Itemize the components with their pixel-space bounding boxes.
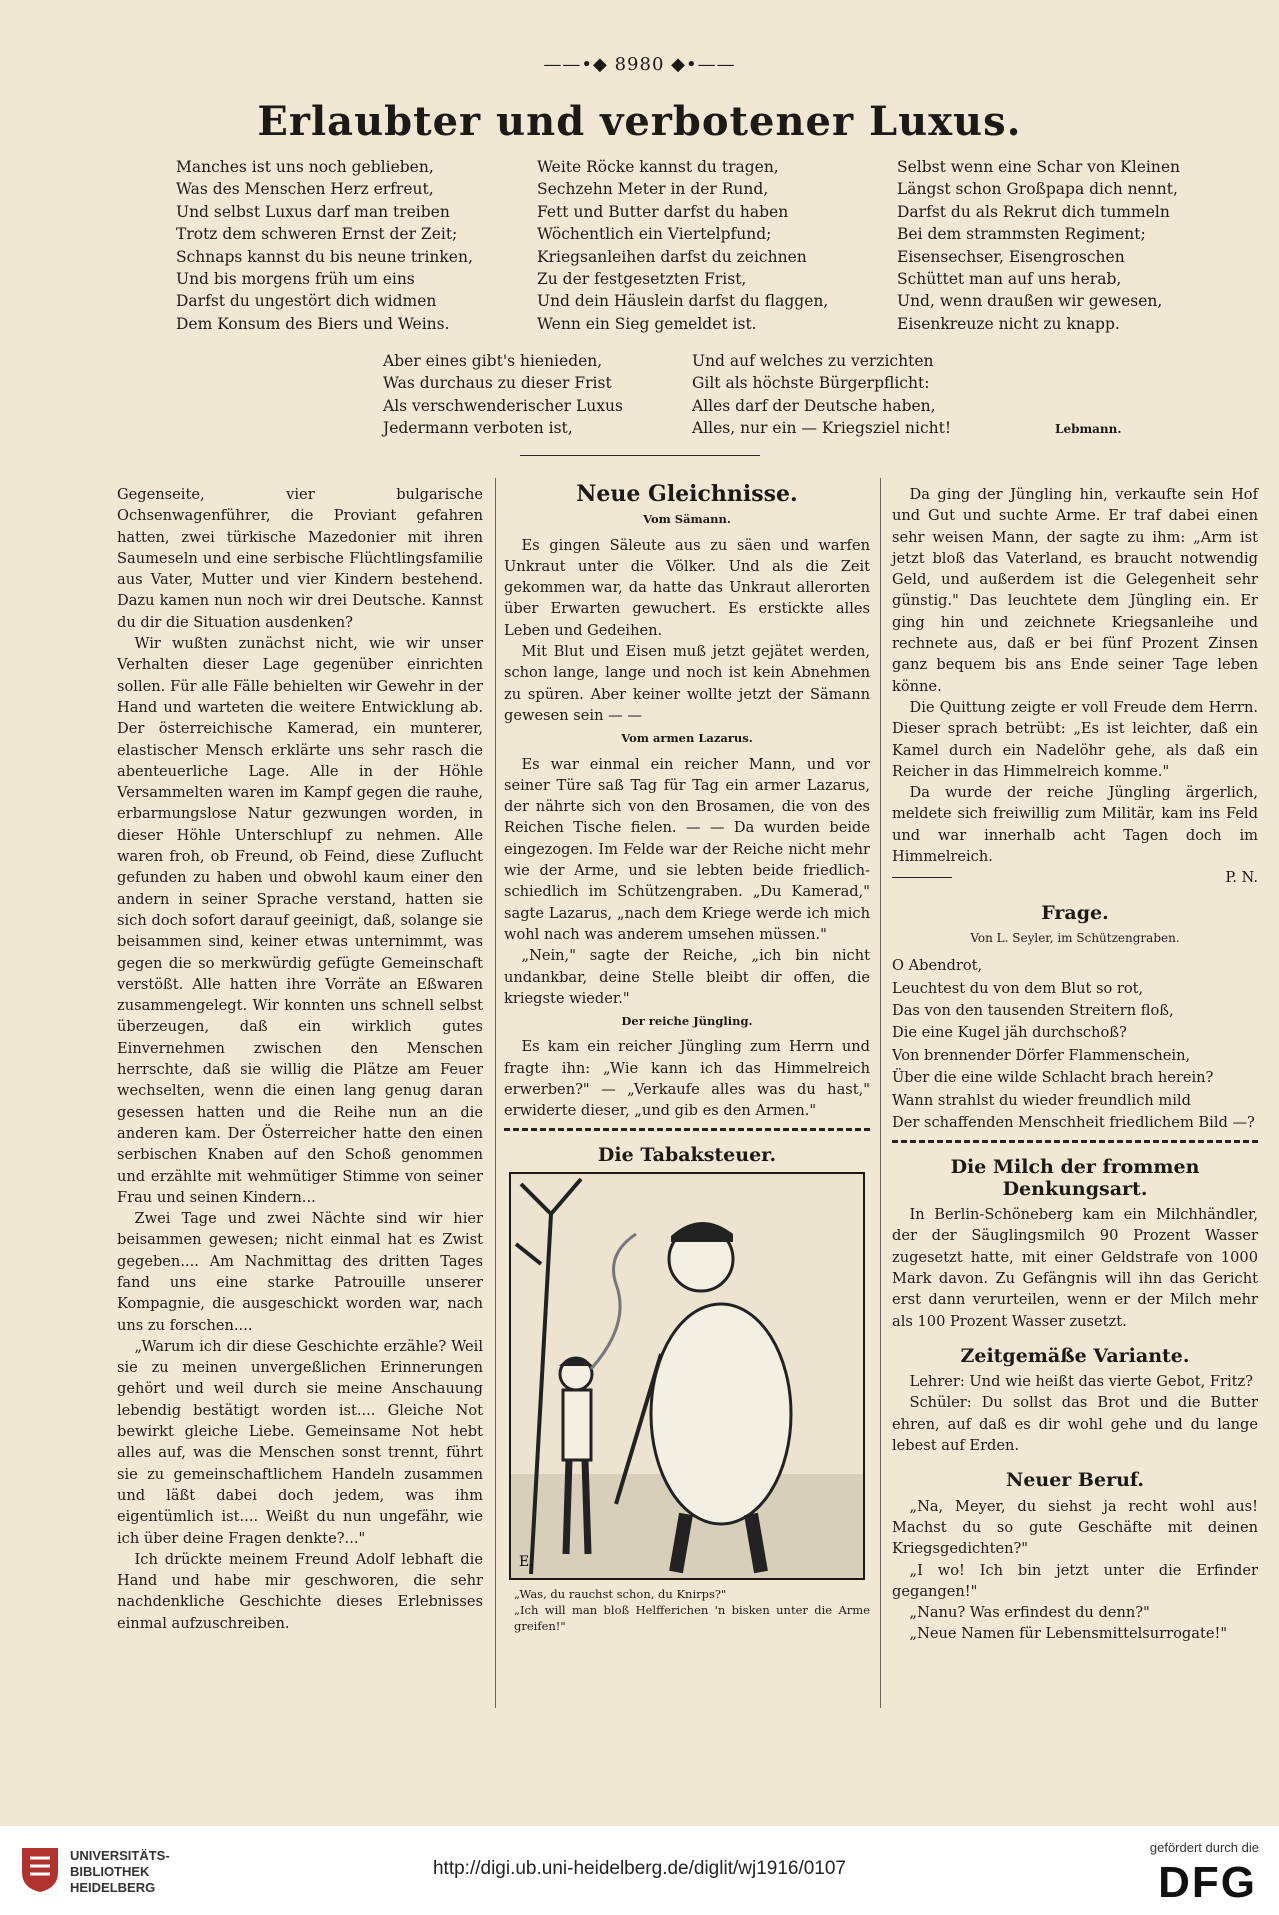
poem-title: Erlaubter und verbotener Luxus. xyxy=(257,98,1022,145)
poem-line: Und, wenn draußen wir gewesen, xyxy=(897,292,1163,311)
paragraph: Es gingen Säleute aus zu säen und warfen Unkraut unter die Völker. Und als die Zeit gekommen war, da hatte das Unkraut allerorten über Erwarten gewuchert. Es erstickte alles Leben und Gedeihen. xyxy=(504,536,870,639)
poem-line: Wöchentlich ein Viertelpfund; xyxy=(537,225,772,244)
source-url[interactable]: http://digi.ub.uni-heidelberg.de/diglit/wj1916/0107 xyxy=(432,1858,847,1879)
paragraph: In Berlin-Schöneberg kam ein Milchhändler, der der Säuglingsmilch 90 Prozent Wasser zugesetzt hatte, mit einer Geldstrafe von 1000 Mark davon. Zu Gefängnis will ihn das Gericht erst dann verurteilen, wenn er der Milch mehr als 100 Prozent Wasser zusetzt. xyxy=(892,1206,1258,1330)
poem-line: Jedermann verboten ist, xyxy=(383,419,573,438)
paragraph: „Warum ich dir diese Geschichte erzähle? Weil sie zu meinen unvergeßlichen Erinnerungen gehört und weil durch sie meine Anschauung lebendig bestätigt worden ist.... Gleiche Not bewirkt gleiche Liebe. Gemeinsame Not hebt alles auf, was die Menschen sonst trennt, führt sie zu gemeinschaftlichem Handeln zusammen und läßt dabei doch jedem, was ihm eigentümlich ist.... Weißt du nun ungefähr, wie ich über deine Fragen denkte?..." xyxy=(117,1337,483,1547)
poem-line: Was durchaus zu dieser Frist xyxy=(383,374,612,393)
paragraph: „Nanu? Was erfindest du denn?" xyxy=(909,1604,1150,1622)
poem-line: Längst schon Großpapa dich nennt, xyxy=(897,180,1178,199)
poem-line: Die eine Kugel jäh durchschoß? xyxy=(892,1024,1127,1042)
poem-line: Trotz dem schweren Ernst der Zeit; xyxy=(176,225,458,244)
poem-line: Und selbst Luxus darf man treiben xyxy=(176,202,450,221)
paragraph: Da wurde der reiche Jüngling ärgerlich, meldete sich freiwillig zum Militär, kam ins Feld und war innerhalb acht Tagen doch im Himmelreich. xyxy=(892,784,1258,866)
subheading: Der reiche Jüngling. xyxy=(621,1014,753,1029)
paragraph: „Na, Meyer, du siehst ja recht wohl aus! Machst du so gute Geschäfte mit deinen Kriegsgedichten?" xyxy=(892,1497,1258,1558)
poem-line: Der schaffenden Menschheit friedlichem Bild —? xyxy=(892,1114,1255,1132)
digitization-footer xyxy=(0,1826,1279,1915)
poem-final-left xyxy=(383,350,623,440)
library-name: UNIVERSITÄTS- BIBLIOTHEK HEIDELBERG xyxy=(70,1848,170,1895)
paragraph: Da ging der Jüngling hin, verkaufte sein Hof und Gut und suchte Arme. Er traf dabei einen sehr weisen Mann, der sagte zu ihm: „Arm ist jetzt bloß das Vaterland, es braucht notwendig Geld, und außerdem ist die Gelegenheit sehr günstig." Das leuchtete dem Jüngling ein. Er ging hin und zeichnete Kriegsanleihe und rechnete aus, daß er bei fünf Prozent Zinsen ganz bequem bis ans Ende seiner Tage leben könne. xyxy=(892,486,1258,695)
poem-line: Wann strahlst du wieder freundlich mild xyxy=(892,1091,1191,1109)
svg-text:E.: E. xyxy=(519,1553,534,1570)
poem-column-1 xyxy=(176,156,473,335)
poem-line: Schnaps kannst du bis neune trinken, xyxy=(176,247,473,266)
poem-line: Das von den tausenden Streitern floß, xyxy=(892,1002,1174,1020)
poem-line: Schüttet man auf uns herab, xyxy=(897,270,1122,289)
column-rule-right xyxy=(880,478,881,1708)
subheading: Vom armen Lazarus. xyxy=(621,731,753,746)
column-rule-left xyxy=(495,478,496,1708)
poem-line: Zu der festgesetzten Frist, xyxy=(537,270,747,289)
wavy-divider xyxy=(892,1140,1258,1151)
paragraph: „I wo! Ich bin jetzt unter die Erfinder gegangen!" xyxy=(892,1561,1258,1600)
poem-column-3 xyxy=(897,156,1180,335)
variante-title: Zeitgemäße Variante. xyxy=(960,1344,1190,1367)
poem-line: Manches ist uns noch geblieben, xyxy=(176,158,434,176)
poem-line: Über die eine wilde Schlacht brach herein? xyxy=(892,1069,1214,1087)
dfg-logo: DFG xyxy=(1158,1858,1257,1907)
paragraph: Ich drückte meinem Freund Adolf lebhaft die Hand und habe mir geschworen, die sehr nachdenkliche Geschichte dieses Erlebnisses einmal aufzuschreiben. xyxy=(117,1550,483,1632)
poem-column-2 xyxy=(537,156,828,335)
paragraph: Mit Blut und Eisen muß jetzt gejätet werden, schon lange, lange und noch ist kein Abnehmen zu spüren. Aber keiner wollte jetzt der Sämann gewesen sein — — xyxy=(504,643,870,724)
caption-line: „Ich will man bloß Helfferichen 'n bisken unter die Arme greifen!" xyxy=(514,1602,870,1633)
paragraph: „Neue Namen für Lebensmittelsurrogate!" xyxy=(909,1625,1228,1643)
poem-line: Und bis morgens früh um eins xyxy=(176,270,415,289)
poem-line: Von brennender Dörfer Flammenschein, xyxy=(892,1046,1191,1064)
paragraph: Die Quittung zeigte er voll Freude dem Herrn. Dieser sprach betrübt: „Es ist leichter, daß ein Kamel durch ein Nadelöhr gehe, als daß ein Reicher in das Himmelreich komme." xyxy=(892,698,1258,780)
poem-line: Gilt als höchste Bürgerpflicht: xyxy=(692,374,930,393)
right-column xyxy=(892,484,1258,1645)
left-column xyxy=(117,484,483,1634)
frage-title: Frage. xyxy=(1041,901,1109,924)
paragraph: Gegenseite, vier bulgarische Ochsenwagenführer, die Proviant gefahren hatten, zwei türkische Mazedonier mit ihren Saumeseln und eine serbische Flüchtlingsfamilie aus Vater, Mutter und vier Kindern bestehend. Dazu kamen nun noch wir drei Deutsche. Kannst du dir die Situation ausdenken? xyxy=(117,486,483,631)
milch-title: Die Milch der frommen Denkungsart. xyxy=(950,1156,1200,1200)
signature-row xyxy=(892,867,1258,888)
poem-line: Kriegsanleihen darfst du zeichnen xyxy=(537,247,807,266)
poem-line: Als verschwenderischer Luxus xyxy=(383,396,623,415)
poem-line: Darfst du als Rekrut dich tummeln xyxy=(897,202,1170,221)
paragraph: Es war einmal ein reicher Mann, und vor seiner Türe saß Tag für Tag ein armer Lazarus, der nährte sich von den Brosamen, die von des Reichen Tische fielen. — — Da wurden beide eingezogen. Im Felde war der Reiche nicht mehr wie der Arme, und sie lebten beide friedlich-schiedlich im Schützengraben. „Du Kamerad," sagte Lazarus, „nach dem Kriege werde ich mich wohl nach was anderem umsehen müssen." xyxy=(504,755,870,943)
paragraph: Es kam ein reicher Jüngling zum Herrn und fragte ihn: „Wie kann ich das Himmelreich erwerben?" — „Verkaufe alles was du hast," erwiderte dieser, „und gib es den Armen." xyxy=(504,1038,870,1120)
poem-line: Wenn ein Sieg gemeldet ist. xyxy=(537,314,757,333)
paragraph: Schüler: Du sollst das Brot und die Butter ehren, auf daß es dir wohl gehe und du lange lebest auf Erden. xyxy=(892,1394,1258,1455)
cartoon-illustration xyxy=(509,1172,865,1580)
signature: P. N. xyxy=(1225,869,1258,887)
poem-line: Und auf welches zu verzichten xyxy=(692,352,934,370)
wavy-divider xyxy=(504,1128,870,1139)
poem-line: Sechzehn Meter in der Rund, xyxy=(537,180,769,199)
poem-line: Und dein Häuslein darfst du flaggen, xyxy=(537,292,829,311)
poem-line: Weite Röcke kannst du tragen, xyxy=(537,158,779,176)
subheading: Vom Sämann. xyxy=(643,512,731,527)
poem-line: Was des Menschen Herz erfreut, xyxy=(176,180,434,199)
section-heading-gleichnisse: Neue Gleichnisse. xyxy=(576,481,798,507)
cartoon-title: Die Tabaksteuer. xyxy=(597,1143,777,1166)
middle-column xyxy=(504,481,870,1634)
poem-line: Darfst du ungestört dich widmen xyxy=(176,292,437,311)
section-divider xyxy=(520,455,760,456)
paragraph: Zwei Tage und zwei Nächte sind wir hier beisammen gewesen; nicht einmal hat es Zwist gegeben.... Am Nachmittag des dritten Tages fand uns eine starke Patrouille unserer Kompagnie, die ausgeschickt worden war, nach uns zu forschen.... xyxy=(117,1210,483,1334)
poem-line: Aber eines gibt's hienieden, xyxy=(383,352,603,370)
poem-line: Selbst wenn eine Schar von Kleinen xyxy=(897,158,1180,176)
poem-line: Alles, nur ein — Kriegsziel nicht! xyxy=(692,419,952,438)
poem-line: Bei dem strammsten Regiment; xyxy=(897,225,1146,244)
page-number: ——•◆ 8980 ◆•—— xyxy=(543,54,736,75)
cartoon-caption xyxy=(504,1586,870,1634)
cartoon-drawing xyxy=(511,1174,863,1578)
paragraph: Wir wußten zunächst nicht, wie wir unser Verhalten dieser Lage gegenüber einrichten sollen. Für alle Fälle behielten wir Gewehr in der Hand und warteten die weitere Entwicklung ab. Der österreichische Kamerad, ein munterer, elastischer Mensch erklärte uns sehr rasch die abenteuerliche Lage. Alle in der Höhle Versammelten waren im Kampf gegen die rauhe, erbarmungslose Natur gezwungen worden, in dieser Höhle Unterschlupf zu nehmen. Alle waren froh, ob Freund, ob Feind, diese Zuflucht gefunden zu haben und obwohl kaum einer den andern in seiner Sprache verstand, hatten sie sich doch sofort darauf geeinigt, daß, solange sie beisammen sind, keiner etwas unternimmt, was gegen die so merkwürdig gefügte Gemeinschaft verstößt. Alle hatten ihre Vorräte an Eßwaren zusammengelegt. Wir konnten uns schnell selbst überzeugen, daß ein wirklich gutes Einvernehmen zwischen den Menschen herrschte, daß sie willig die Plätze am Feuer wechselten, wenn die einen lang genug daran gesessen hatten und die Reihe nun an die anderen kam. Der Österreicher hatte den einen serbischen Knaben auf den Schoß genommen und erzählte mit wehmütiger Stimme von seiner Frau und seinen Kindern... xyxy=(117,635,483,1206)
paragraph: „Nein," sagte der Reiche, „ich bin nicht undankbar, deine Stelle bleibt dir offen, die kriegste wieder." xyxy=(504,947,870,1007)
poem-line: Alles darf der Deutsche haben, xyxy=(692,396,936,415)
poem-line: Fett und Butter darfst du haben xyxy=(537,202,789,221)
frage-byline: Von L. Seyler, im Schützengraben. xyxy=(970,930,1180,945)
poem-line: Leuchtest du von dem Blut so rot, xyxy=(892,979,1144,997)
paragraph: Lehrer: Und wie heißt das vierte Gebot, Fritz? xyxy=(909,1373,1254,1391)
caption-line: „Was, du rauchst schon, du Knirps?" xyxy=(514,1586,727,1601)
poem-final-right xyxy=(692,350,951,440)
frage-poem xyxy=(892,955,1258,1134)
poem-line: Dem Konsum des Biers und Weins. xyxy=(176,314,450,333)
sponsor-text: gefördert durch die xyxy=(1149,1840,1259,1855)
beruf-title: Neuer Beruf. xyxy=(1005,1469,1145,1492)
poem-author: Lebmann. xyxy=(1055,422,1122,436)
poem-line: Eisenkreuze nicht zu knapp. xyxy=(897,314,1120,333)
poem-line: Eisensechser, Eisengroschen xyxy=(897,247,1125,266)
poem-line: O Abendrot, xyxy=(892,957,983,975)
